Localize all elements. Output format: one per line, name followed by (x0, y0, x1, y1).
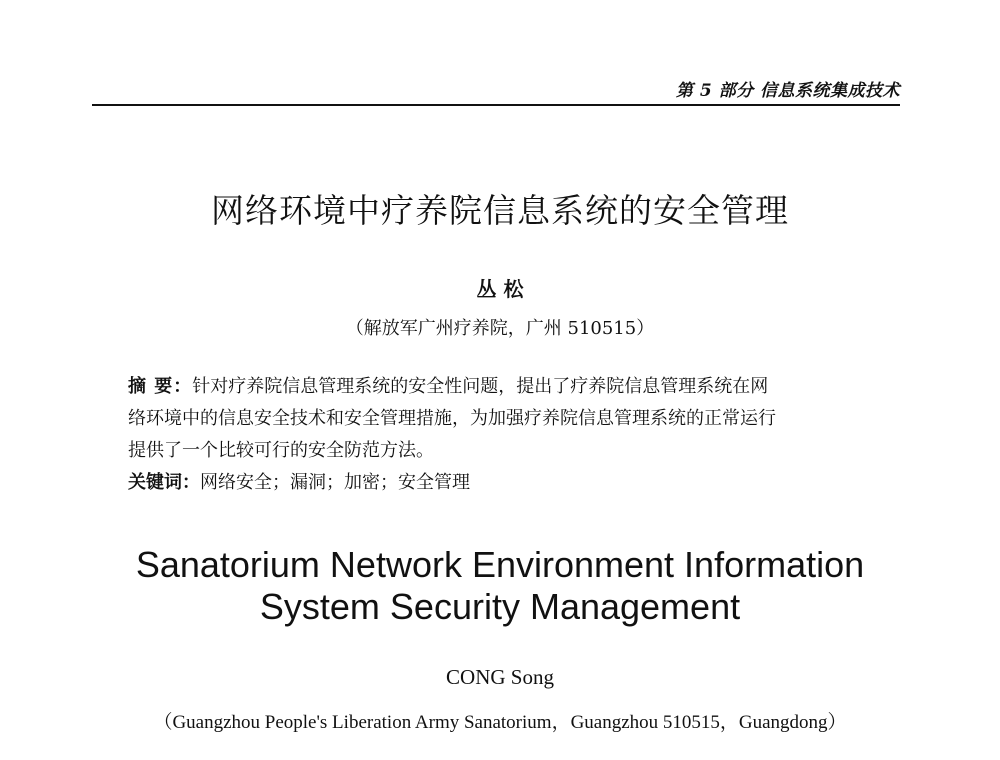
abstract-line-1 (128, 371, 873, 403)
abstract-text-line: 针对疗养院信息管理系统的安全性问题，提出了疗养院信息管理系统在网 (192, 376, 769, 397)
chinese-author: 丛 松 (476, 277, 524, 301)
english-title-line-1: Sanatorium Network Environment Information (135, 544, 865, 585)
running-header (92, 66, 900, 106)
abstract-label: 摘 要： (128, 376, 193, 397)
english-title-line-2: System Security Management (259, 586, 741, 627)
keywords-label: 关键词： (128, 472, 200, 493)
english-title (0, 544, 1000, 628)
english-author: CONG Song (446, 665, 554, 689)
abstract-line-3: 提供了一个比较可行的安全防范方法。 (128, 440, 434, 461)
chinese-affiliation: （解放军广州疗养院，广州 510515） (345, 318, 655, 339)
abstract-line-2: 络环境中的信息安全技术和安全管理措施，为加强疗养院信息管理系统的正常运行 (128, 408, 776, 429)
chinese-title: 网络环境中疗养院信息系统的安全管理 (211, 191, 789, 230)
running-header-text: 第 5 部分 信息系统集成技术 (675, 81, 900, 101)
english-affiliation: （Guangzhou People's Liberation Army Sanatorium，Guangzhou 510515，Guangdong） (153, 712, 847, 733)
keywords-line (128, 467, 873, 499)
keywords-text: 网络安全；漏洞；加密；安全管理 (200, 472, 470, 493)
abstract-block (128, 371, 873, 499)
